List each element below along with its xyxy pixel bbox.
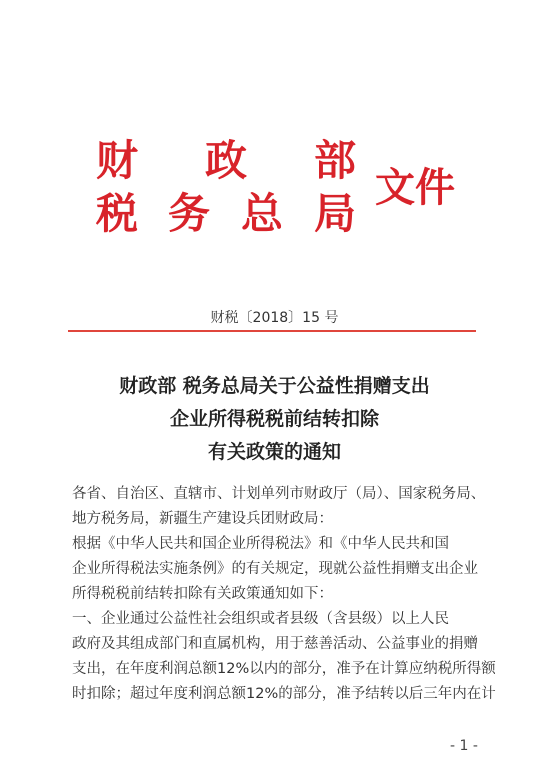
body-text-line: 地方税务局，新疆生产建设兵团财政局： [72, 511, 333, 527]
document-title-line: 有关政策的通知 [207, 441, 341, 463]
page-number: - 1 - [450, 738, 478, 754]
header-org-char: 政 [205, 136, 248, 185]
document-title-line: 财政部 税务总局关于公益性捐赠支出 [119, 375, 430, 397]
document-title-line: 企业所得税税前结转扣除 [169, 408, 379, 430]
header-file-label: 文件 [375, 165, 455, 211]
body-text-line: 各省、自治区、直辖市、计划单列市财政厅（局）、国家税务局、 [72, 486, 486, 502]
header-org-char: 总 [241, 189, 284, 238]
header-org-char: 部 [314, 136, 357, 185]
body-text-line: 根据《中华人民共和国企业所得税法》和《中华人民共和国 [72, 536, 449, 552]
body-text-line: 时扣除；超过年度利润总额12%的部分，准予结转以后三年内在计 [72, 686, 496, 702]
body-text-line: 政府及其组成部门和直属机构，用于慈善活动、公益事业的捐赠 [72, 636, 478, 652]
header-org-char: 财 [96, 136, 139, 185]
body-text-line: 支出，在年度利润总额12%以内的部分，准予在计算应纳税所得额 [72, 661, 496, 677]
document-number: 财税〔2018〕15 号 [210, 310, 339, 326]
header-separator-rule [68, 330, 476, 332]
header-org-char: 务 [168, 189, 211, 238]
body-text-line: 企业所得税法实施条例》的有关规定，现就公益性捐赠支出企业 [72, 561, 478, 577]
header-org-char: 税 [96, 189, 139, 238]
header-org-char: 局 [314, 189, 357, 238]
body-text-line: 一、企业通过公益性社会组织或者县级（含县级）以上人民 [72, 611, 449, 627]
body-text-line: 所得税税前结转扣除有关政策通知如下： [72, 586, 333, 602]
